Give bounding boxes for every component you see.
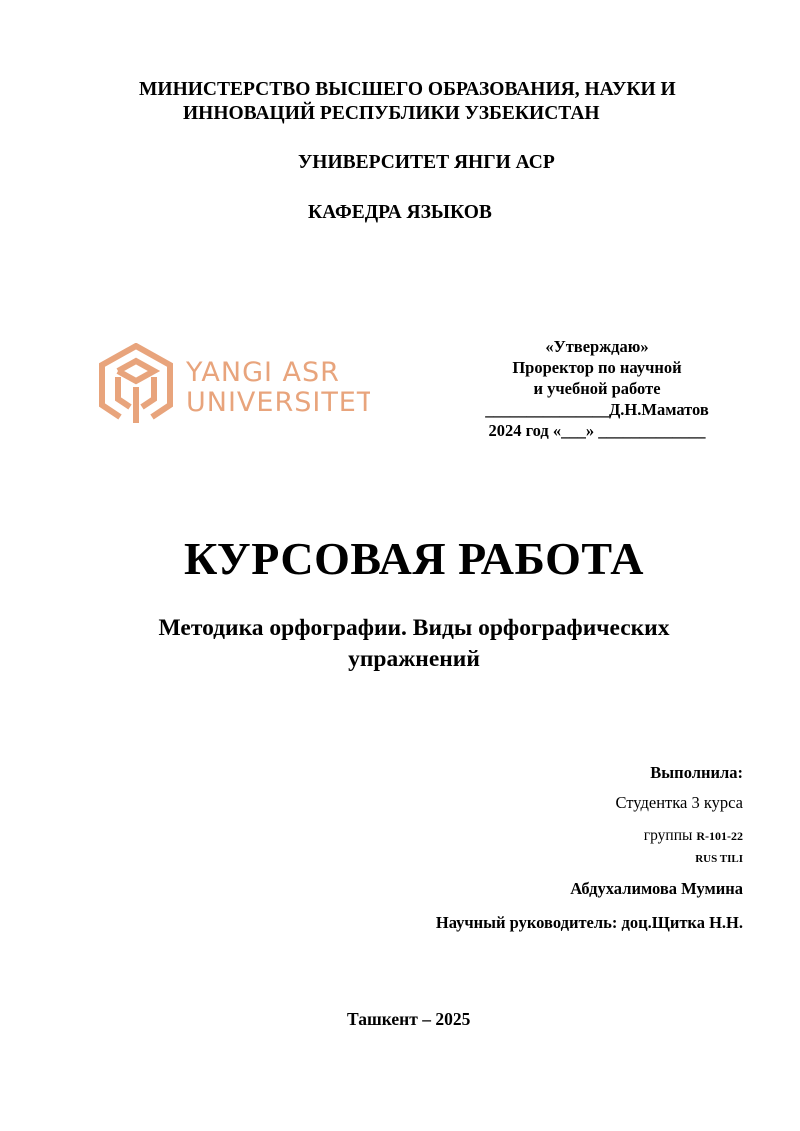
logo-text-line-1: YANGI ASR [186,357,340,388]
approval-line-2: Проректор по научной [512,358,682,377]
department-name: КАФЕДРА ЯЗЫКОВ [308,202,492,223]
group-label: группы [643,827,697,844]
subtitle-line-1: Методика орфографии. Виды орфографических [158,615,670,641]
university-logo [98,343,370,427]
ministry-line-2: ИННОВАЦИЙ РЕСПУБЛИКИ УЗБЕКИСТАН [183,103,600,124]
student-name: Абдухалимова Мумина [570,879,743,898]
supervisor: Научный руководитель: доц.Щитка Н.Н. [435,913,743,932]
approval-block [462,336,732,441]
city-year: Ташкент – 2025 [347,1009,471,1029]
subtitle-line-2: упражнений [348,646,480,672]
document-title: КУРСОВАЯ РАБОТА [184,533,644,584]
performed-label: Выполнила: [650,763,743,782]
ministry-line-1: МИНИСТЕРСТВО ВЫСШЕГО ОБРАЗОВАНИЯ, НАУКИ И [139,79,676,100]
cube-logo-icon [98,343,370,427]
logo-text-line-2: UNIVERSITETI [186,387,370,418]
approval-line-1: «Утверждаю» [545,337,649,356]
student-group [644,827,743,845]
student-course: Студентка 3 курса [615,793,743,812]
university-name: УНИВЕРСИТЕТ ЯНГИ АСР [298,152,555,173]
approval-date-line: 2024 год «___» _____________ [488,421,706,440]
language-label: RUS TILI [695,853,743,865]
group-code: R-101-22 [696,829,743,843]
approval-signature-line: _______________Д.Н.Маматов [485,400,709,419]
document-subtitle [0,613,800,675]
approval-line-3: и учебной работе [533,379,661,398]
